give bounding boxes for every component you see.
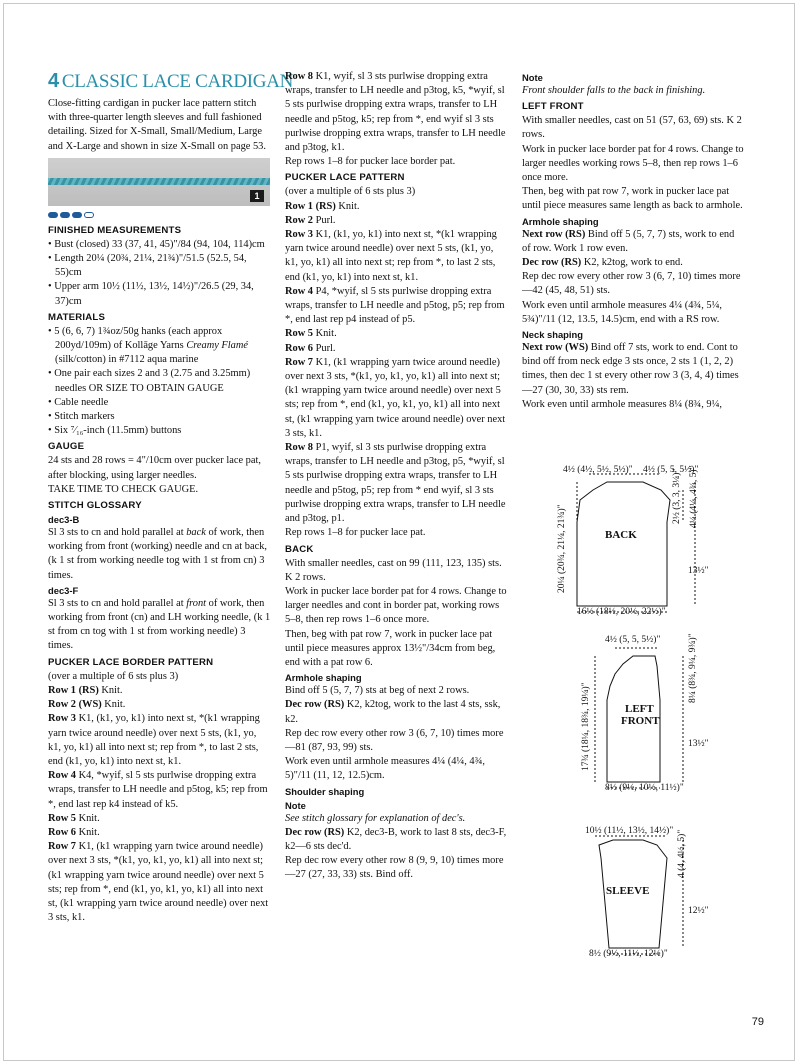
schematic-diagrams	[545, 460, 765, 980]
front-bottom-measure: 8½ (9½, 10½, 11½)"	[605, 783, 684, 793]
front-top-measure: 4½ (5, 5, 5½)"	[605, 635, 661, 645]
pattern-title	[48, 70, 294, 93]
yarn-strand	[48, 178, 270, 185]
yarn-weight-badge: 1	[250, 190, 264, 202]
pucker-row: Row 5 Knit.	[285, 328, 337, 340]
pucker-row: Row 7 K1, (k1 wrapping yarn twice around needle) over next 3 sts, *(k1, yo, k1, yo, k1) all into next st; (k1 wrapping yarn twice around needle) over next 5 sts; rep from *, end (k1, yo, k1, yo, k1) all into next st, (k1 wrapping yarn twice around needle) over next 3 sts, k1.	[285, 356, 506, 439]
back-bottom-measure: 16½ (18½, 20½, 22½)"	[577, 607, 666, 617]
list-item: • Bust (closed) 33 (37, 41, 45)"/84 (94, 104, 114)cm	[48, 238, 271, 252]
dec3f-title: dec3-F	[48, 584, 79, 596]
lf-armhole-heading: Armhole shaping	[522, 215, 599, 227]
border-row: Row 8 K1, wyif, sl 3 sts purlwise dropping extra wraps, transfer to LH needle and p3tog, k5, *wyif, sl 5 sts purlwise dropping extra wraps, transfer to LH needle and p5tog, k5; rep from *, end wyif sl 3 sts purlwise dropping extra wraps, transfer to LH needle and p3tog, k1.	[285, 71, 506, 154]
border-row: Row 2 (WS) Knit.	[48, 699, 126, 711]
pucker-row: Row 2 Purl.	[285, 214, 336, 226]
finished-list	[48, 238, 271, 309]
back-shoulder-heading: Shoulder shaping	[285, 785, 365, 797]
border-row: Row 7 K1, (k1 wrapping yarn twice around needle) over next 3 sts, *(k1, yo, k1, yo, k1) all into next st; (k1 wrapping yarn twice around needle) over next 5 sts; rep from *, end (k1, yo, k1, yo, k1) all into next st, (k1 wrapping yarn twice around needle) over next 3 sts, k1.	[48, 841, 269, 924]
list-item: • One pair each sizes 2 and 3 (2.75 and 3.25mm) needles OR SIZE TO OBTAIN GAUGE	[48, 367, 271, 395]
front-length-measure: 17¾ (18¼, 18¾, 19¼)"	[581, 682, 591, 771]
dec3b-title: dec3-B	[48, 514, 80, 526]
lf-a4: Work even until armhole measures 4¼ (4¾, 5¼, 5¾)"/11 (12, 13.5, 14.5)cm, end with a RS row.	[522, 299, 722, 325]
back-a1: Bind off 5 (5, 7, 7) sts at beg of next 2 rows.	[285, 685, 470, 697]
list-item: • Cable needle	[48, 396, 271, 410]
lf-p2: Work in pucker lace border pat for 4 rows. Change to larger needles working rows 5–8, then rep rows 1–6 once more.	[522, 143, 744, 184]
dec3f-text: Sl 3 sts to cn and hold parallel at front of work, then working from front (cn) and LH working needle, (k 1 st from cn tog with 1 st from working needle) 3 times.	[48, 597, 271, 652]
gauge-heading: GAUGE	[48, 441, 85, 453]
pucker-row: Row 1 (RS) Knit.	[285, 200, 360, 212]
border-row: Row 6 Knit.	[48, 826, 100, 838]
materials-heading: MATERIALS	[48, 311, 106, 323]
front-label-line2: FRONT	[621, 715, 660, 727]
pucker-repeat: Rep rows 1–8 for pucker lace pat.	[285, 527, 426, 539]
lf-a2: Dec row (RS) K2, k2tog, work to end.	[522, 257, 683, 269]
front-label-line1: LEFT	[625, 703, 654, 715]
back-a2: Dec row (RS) K2, k2tog, work to the last 4 sts, ssk, k2.	[285, 699, 501, 725]
sleeve-bottom-measure: 8½ (9½, 11½, 12½)"	[589, 949, 668, 959]
border-row: Row 1 (RS) Knit.	[48, 684, 123, 696]
skill-level-icon	[48, 212, 271, 218]
back-a3: Rep dec row every other row 3 (6, 7, 10) times more—81 (87, 93, 99) sts.	[285, 727, 504, 753]
pucker-row: Row 8 P1, wyif, sl 3 sts purlwise dropping extra wraps, transfer to LH needle and p3tog, p5, *wyif, sl 5 sts purlwise dropping extra wraps, transfer to LH needle and p5tog, p5; rep from * end wyif, sl 3 sts purlwise dropping extra wraps, transfer to LH needle and p3tog, p1.	[285, 442, 506, 525]
back-outline	[577, 482, 670, 606]
gauge-note: TAKE TIME TO CHECK GAUGE.	[48, 483, 199, 495]
back-p1: With smaller needles, cast on 99 (111, 123, 135) sts. K 2 rows.	[285, 557, 502, 583]
back-top-right-measure: 4½ (5, 5, 5½)"	[643, 465, 699, 475]
dec3b-text: Sl 3 sts to cn and hold parallel at back of work, then working from front (working) needle and cn at back, (k 1 st from working needle tog with 1 st from cn) 3 times.	[48, 527, 267, 581]
pucker-row: Row 4 P4, *wyif, sl 5 sts purlwise dropping extra wraps, transfer to LH needle and p5tog, p5; rep from *, end last rep p4 instead of p5.	[285, 285, 505, 326]
sleeve-label: SLEEVE	[606, 885, 650, 897]
front-body-measure: 13½"	[688, 739, 709, 749]
back-length-measure: 20¼ (20¾, 21¼, 21¾)"	[557, 504, 567, 593]
pucker-row: Row 3 K1, (k1, yo, k1) into next st, *(k1 wrapping yarn twice around needle) over next 5 sts, (k1, yo, k1, yo, k1) all into next st; rep from *, to last 2 sts, end (k1, yo, k1) into next st, k1.	[285, 229, 497, 283]
lf-a1: Next row (RS) Bind off 5 (5, 7, 7) sts, work to end of row. Work 1 row even.	[522, 228, 735, 254]
border-row: Row 4 K4, *wyif, sl 5 sts purlwise dropping extra wraps, transfer to LH needle and p5tog, k5; rep from *, end last rep k4 instead of k5.	[48, 770, 268, 810]
materials-list	[48, 325, 271, 439]
finished-heading: FINISHED MEASUREMENTS	[48, 224, 182, 236]
note-text: Front shoulder falls to the back in finishing.	[522, 85, 706, 96]
glossary-heading: STITCH GLOSSARY	[48, 500, 142, 512]
back-heading: BACK	[285, 543, 314, 555]
back-s2: Rep dec row every other row 8 (9, 9, 10) times more—27 (27, 33, 33) sts. Bind off.	[285, 855, 504, 881]
back-armhole-measure: 4¼ (4¼, 4¾, 5)"	[689, 465, 699, 528]
list-item: • Six ⁷⁄₁₆-inch (11.5mm) buttons	[48, 424, 271, 438]
left-front-heading: LEFT FRONT	[522, 101, 584, 113]
gauge-text: 24 sts and 28 rows = 4"/10cm over pucker lace pat, after blocking, using larger needles.	[48, 455, 261, 481]
lf-a3: Rep dec row every other row 3 (6, 7, 10) times more—42 (45, 48, 51) sts.	[522, 271, 741, 297]
sleeve-top-measure: 10½ (11½, 13½, 14½)"	[585, 826, 674, 836]
pucker-heading: PUCKER LACE PATTERN	[285, 172, 405, 184]
list-item: • Upper arm 10½ (11½, 13½, 14½)"/26.5 (29, 34, 37)cm	[48, 280, 271, 308]
column-2	[285, 70, 507, 883]
back-armhole-heading: Armhole shaping	[285, 672, 362, 684]
sleeve-cap-measure: 4 (4, 4½, 5)"	[677, 829, 687, 878]
pattern-title-text: CLASSIC LACE CARDIGAN	[61, 71, 294, 92]
column-1	[48, 70, 294, 925]
list-item: • Stitch markers	[48, 410, 271, 424]
border-heading: PUCKER LACE BORDER PATTERN	[48, 656, 214, 668]
border-row: Row 3 K1, (k1, yo, k1) into next st, *(k1 wrapping yarn twice around needle) over next 5 sts, (k1, yo, k1, yo, k1) all into next st; rep from *, to last 2 sts, end (k1, yo, k1) into next st, k1.	[48, 713, 260, 767]
note-heading: Note	[522, 72, 543, 83]
border-sub: (over a multiple of 6 sts plus 3)	[48, 670, 179, 682]
lf-p3: Then, beg with pat row 7, work in pucker lace pat until piece measures same length as back to armhole.	[522, 186, 743, 212]
lf-p1: With smaller needles, cast on 51 (57, 63, 69) sts. K 2 rows.	[522, 115, 742, 141]
list-item: • Length 20¼ (20¾, 21¼, 21¾)"/51.5 (52.5, 54, 55)cm	[48, 252, 271, 280]
lf-n1: Next row (WS) Bind off 7 sts, work to end. Cont to bind off from neck edge 3 sts once, 2 sts 1 (1, 2, 2) times, then dec 1 st every other row 3 (3, 4, 4) times—27 (30, 30, 33) sts rem.	[522, 342, 739, 396]
border-row: Row 5 Knit.	[48, 812, 100, 824]
back-body-measure: 13½"	[688, 566, 709, 576]
page-number: 79	[751, 1016, 764, 1028]
border-repeat: Rep rows 1–8 for pucker lace border pat.	[285, 156, 456, 168]
back-p2: Work in pucker lace border pat for 4 rows. Change to larger needles and cont in border pat, working rows 5–8, then rep rows 1–6 once more.	[285, 585, 507, 626]
back-a4: Work even until armhole measures 4¼ (4¼, 4¾, 5)"/11 (11, 12, 12.5)cm.	[285, 756, 485, 782]
pattern-intro: Close-fitting cardigan in pucker lace pattern stitch with three-quarter length sleeves and full fashioned detailing. Sized for X-Small, Small/Medium, Large and X-Large and shown in size X-Small on page 53.	[48, 98, 266, 152]
column-3	[522, 70, 745, 412]
back-top-left-measure: 4½ (4½, 5½, 5½)"	[563, 465, 633, 475]
list-item: • 5 (6, 6, 7) 1¾oz/50g hanks (each approx 200yd/109m) of Kollāge Yarns Creamy Flamé (silk/cotton) in #7112 aqua marine	[48, 325, 271, 368]
lf-n2: Work even until armhole measures 8¼ (8¾, 9¼,	[522, 398, 722, 410]
back-note: See stitch glossary for explanation of dec's.	[285, 812, 466, 824]
pucker-row: Row 6 Purl.	[285, 342, 336, 354]
back-s1: Dec row (RS) K2, dec3-B, work to last 8 sts, dec3-F, k2—6 sts dec'd.	[285, 826, 507, 852]
back-p3: Then, beg with pat row 7, work in pucker lace pat until piece measures approx 13½"/34cm from beg, end with a pat row 6.	[285, 628, 496, 668]
front-armhole-measure: 8¼ (8¾, 9¼, 9¾)"	[688, 633, 698, 703]
back-note-heading: Note	[285, 799, 306, 811]
pattern-number: 4	[48, 70, 59, 92]
yarn-swatch-image	[48, 158, 270, 206]
back-shoulder-measure: 2½ (3, 3, 3¼)"	[672, 468, 682, 524]
sleeve-length-measure: 12½"	[688, 906, 709, 916]
lf-neck-heading: Neck shaping	[522, 329, 583, 341]
back-label: BACK	[605, 529, 637, 541]
pucker-sub: (over a multiple of 6 sts plus 3)	[285, 186, 416, 198]
